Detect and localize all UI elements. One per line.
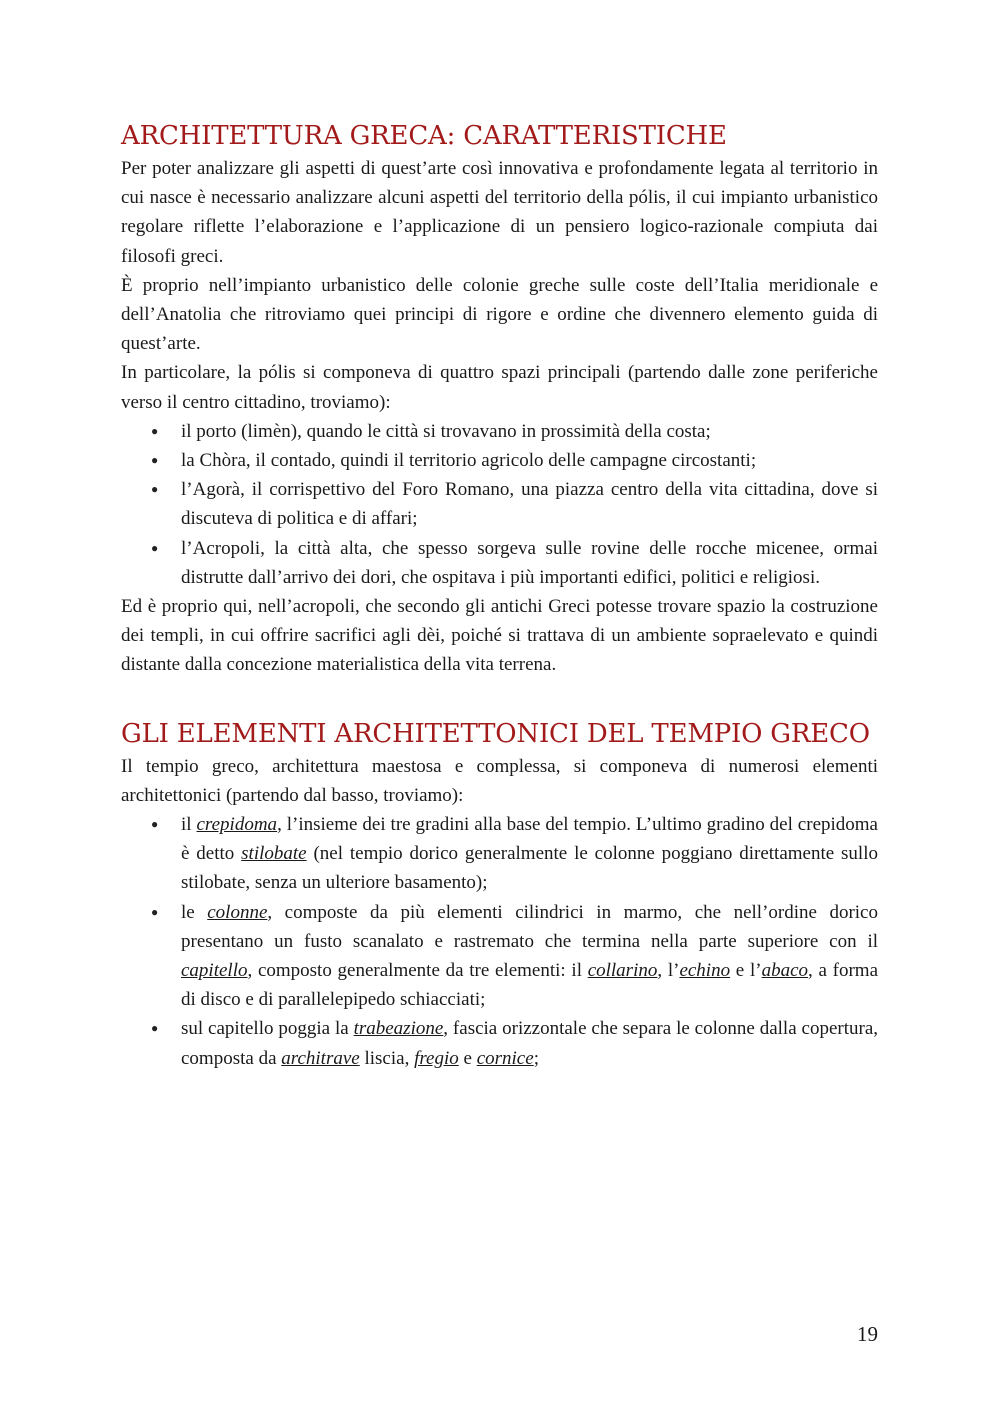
term-stilobate: stilobate	[241, 843, 307, 865]
text-run: , l’	[657, 960, 680, 982]
polis-spaces-list	[121, 417, 878, 592]
list-item: ● il porto (limèn), quando le città si trovavano in prossimità della costa;	[121, 417, 878, 446]
paragraph-tempio-intro: Il tempio greco, architettura maestosa e complessa, si componeva di numerosi elementi architettonici (partendo dal basso, troviamo):	[121, 755, 878, 806]
temple-elements-list	[121, 810, 878, 1073]
section-spacer	[121, 680, 878, 716]
term-architrave: architrave	[281, 1047, 360, 1069]
page-content	[121, 118, 878, 1073]
text-run: sul capitello poggia la	[181, 1018, 354, 1040]
text-run: il	[181, 814, 197, 836]
term-capitello: capitello	[181, 960, 248, 982]
term-trabeazione: trabeazione	[353, 1018, 444, 1040]
term-abaco: abaco	[761, 960, 809, 982]
paragraph-colonie: È proprio nell’impianto urbanistico delle colonie greche sulle coste dell’Italia meridionale e dell’Anatolia che ritroviamo quei principi di rigore e ordine che divennero elemento guida di quest’arte.	[121, 274, 878, 355]
text-run: e	[458, 1047, 477, 1069]
term-cornice: cornice	[476, 1047, 534, 1069]
paragraph-polis: In particolare, la pólis si componeva di quattro spazi principali (partendo dalle zone periferiche verso il centro cittadino, troviamo):	[121, 362, 878, 413]
text-run: le	[181, 901, 208, 923]
section-title-elementi: GLI ELEMENTI ARCHITETTONICI DEL TEMPIO GRECO	[121, 718, 870, 749]
list-item-colonne	[121, 898, 878, 1015]
text-run: liscia,	[359, 1047, 415, 1069]
section-title-caratteristiche: ARCHITETTURA GRECA: CARATTERISTICHE	[121, 121, 727, 151]
list-item: ● la Chòra, il contado, quindi il territorio agricolo delle campagne circostanti;	[121, 446, 878, 475]
term-crepidoma: crepidoma	[196, 814, 278, 836]
text-run: e l’	[730, 960, 762, 982]
text-run: (nel tempio dorico generalmente le colonne poggiano direttamente sullo stilobate, senza un ulteriore basamento);	[181, 843, 878, 894]
text-run: , composte da più elementi cilindrici in marmo, che nell’ordine dorico presentano un fusto scanalato e rastremato che termina nella parte superiore con il	[181, 901, 878, 952]
paragraph-intro: Per poter analizzare gli aspetti di quest’arte così innovativa e profondamente legata al territorio in cui nasce è necessario analizzare alcuni aspetti del territorio della pólis, il cui impianto urbanistico regolare riflette l’elaborazione e l’applicazione di un pensiero logico-razionale compiuta dai filosofi greci.	[121, 158, 878, 267]
text-run: ;	[533, 1047, 539, 1069]
term-colonne: colonne	[207, 901, 268, 923]
text-run: , a forma di disco e di parallelepipedo schiacciati;	[181, 960, 878, 1011]
list-item-crepidoma	[121, 810, 878, 898]
paragraph-acropoli: Ed è proprio qui, nell’acropoli, che secondo gli antichi Greci potesse trovare spazio la costruzione dei templi, in cui offrire sacrifici agli dèi, poiché si trattava di un ambiente sopraelevato e quindi distante dalla concezione materialistica della vita terrena.	[121, 596, 878, 676]
page-number: 19	[857, 1322, 878, 1346]
text-run: , l’insieme dei tre gradini alla base del tempio. L’ultimo gradino del crepidoma è detto	[181, 814, 878, 865]
term-collarino: collarino	[587, 960, 658, 982]
list-item: ● l’Agorà, il corrispettivo del Foro Romano, una piazza centro della vita cittadina, dove si discuteva di politica e di affari;	[121, 475, 878, 533]
term-fregio: fregio	[414, 1047, 459, 1069]
list-item-trabeazione	[121, 1014, 878, 1072]
text-run: , composto generalmente da tre elementi: il	[247, 960, 588, 982]
list-item: ● l’Acropoli, la città alta, che spesso sorgeva sulle rovine delle rocche micenee, ormai distrutte dall’arrivo dei dori, che ospitava i più importanti edifici, politici e religiosi.	[121, 534, 878, 592]
term-echino: echino	[679, 960, 731, 982]
text-run: , fascia orizzontale che separa le colonne dalla copertura, composta da	[181, 1018, 878, 1069]
